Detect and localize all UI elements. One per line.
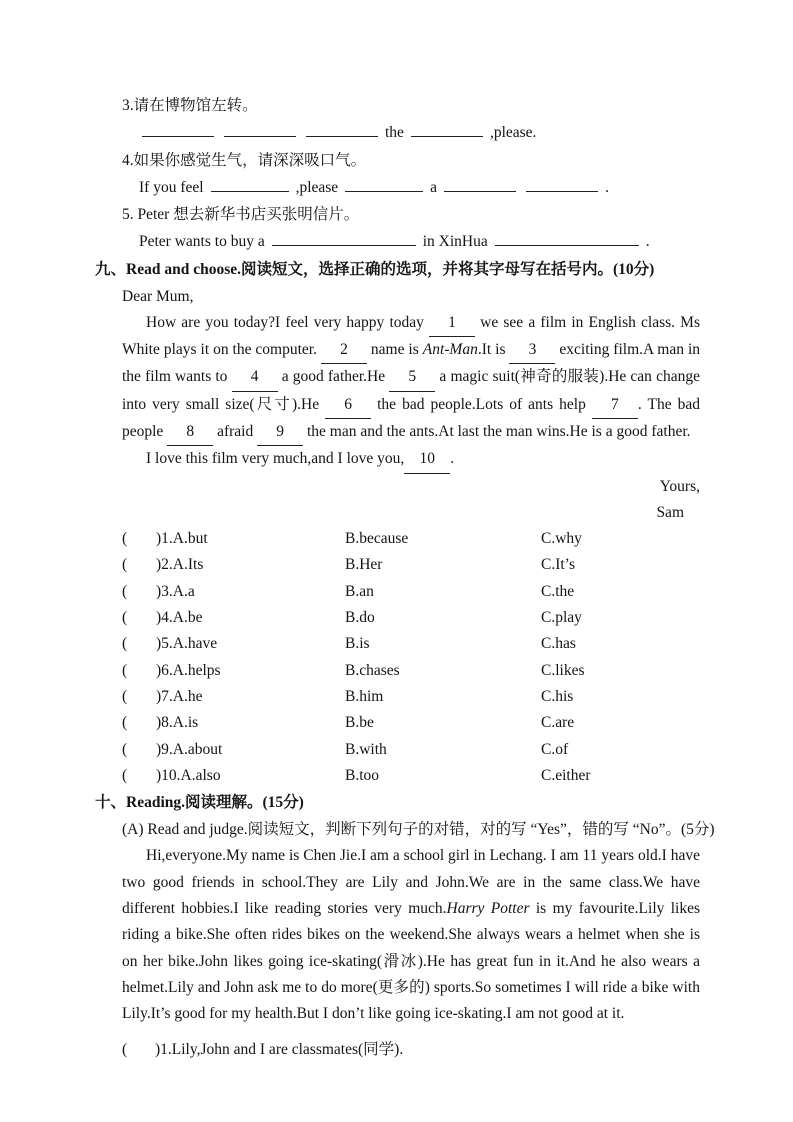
text-run: a good father.He [277,368,390,386]
letter-closing-yours: Yours, [659,477,700,495]
letter-salutation: Dear Mum, [122,287,194,305]
choice-option-a: )6.A.helps [156,661,221,679]
choices-table [122,526,700,789]
choice-option-a: )7.A.he [156,687,203,705]
text-run: .It is [477,341,510,359]
choice-option-c: C.likes [541,661,585,679]
text-run: the man and the ants.At last the man wins.He is a good father. [303,422,691,440]
text-run: is my favourite.Lily likes riding a bike.She often rides bikes on the weekend.She always wears a helmet when she is on her bike.John likes going ice-skating(滑冰).He has great fun in it.And he also wears a helmet.Lily and John ask me to do more(更多的) sports.So sometimes I will ride a bike with Lily.It’s good for my health.But I don’t like going ice-skating.I am not good at it. [122,900,701,1023]
section9-heading-title: Read and choose. [126,260,241,278]
text-run: the [385,124,404,141]
numbered-blank: 7 [592,392,638,419]
section10-heading-title: Reading. [126,794,186,812]
choice-option-a: )10.A.also [156,766,221,784]
judge-question-text: )1.Lily,John and I are classmates(同学). [155,1040,404,1058]
section-10-reading [95,789,715,1063]
blank-line [306,123,378,137]
answer-parenthesis: ( [122,1040,128,1058]
text-run: name is [366,341,423,359]
text-run: exciting film.A man in the film wants to [122,341,701,386]
choice-parenthesis: ( [122,556,128,574]
numbered-blank: 4 [232,364,278,391]
choice-parenthesis: ( [122,714,128,732]
choice-option-c: C.the [541,582,575,600]
text-run: . [605,178,609,196]
chinese-prompt: 4.如果你感觉生气，请深深吸口气。 [122,151,367,169]
text-run: . The bad people [122,395,700,440]
text-run: ,please. [489,124,537,141]
text-run: Hi,everyone.My name is Chen Jie.I am a school girl in Lechang. I am 11 years old.I have two good friends in school.They are Lily and John.We are in the same class.We have different hobbies.I like reading stories very much. [122,847,700,918]
choice-option-b: B.too [345,766,380,784]
choice-option-c: C.of [541,740,569,758]
choice-option-b: B.because [345,530,409,548]
text-run: ,please [295,178,339,196]
choice-option-a: )8.A.is [156,714,199,732]
section10-heading-number: 十、 [95,794,127,812]
italic-title: Harry Potter [446,900,530,918]
reading-passage [122,843,700,1027]
translation-item-4 [95,147,700,202]
blank-line [224,123,296,137]
text-run: If you feel [139,178,204,196]
choice-option-a: )2.A.Its [156,556,204,574]
section9-heading-desc: 阅读短文，选择正确的选项，并将其字母写在括号内。(10分) [241,260,655,278]
section9-heading-number: 九、 [95,260,127,278]
choice-option-b: B.Her [345,556,383,574]
text-run: in XinHua [422,233,488,250]
blank-line [211,178,289,192]
choice-option-c: C.play [541,609,582,627]
choice-option-b: B.chases [345,661,400,679]
choice-option-b: B.him [345,687,384,705]
choice-parenthesis: ( [122,530,128,548]
numbered-blank: 5 [389,364,435,391]
choice-option-a: )5.A.have [156,635,218,653]
blank-line [411,123,483,137]
numbered-blank: 1 [429,310,475,337]
answer-line [137,174,700,202]
choice-option-c: C.It’s [541,556,576,574]
answer-line [137,228,700,256]
choice-option-b: B.do [345,609,375,627]
numbered-blank: 3 [509,337,555,364]
text-run: How are you today?I feel very happy today [146,313,430,331]
choice-option-a: )1.A.but [156,530,208,548]
chinese-prompt: 3.请在博物馆左转。 [122,97,258,114]
choice-parenthesis: ( [122,635,128,653]
choice-option-b: B.is [345,635,370,653]
judge-question-1 [122,1037,700,1063]
choice-option-c: C.either [541,766,591,784]
choice-option-a: )9.A.about [156,740,223,758]
text-run: we see a film in English class. Ms White plays it on the computer. [122,313,700,359]
translation-item-5 [95,201,700,256]
choice-option-a: )3.A.a [156,582,195,600]
choice-parenthesis: ( [122,766,128,784]
answer-line [137,119,700,147]
italic-title: Ant-Man [422,341,478,359]
blank-line [444,178,516,192]
translation-item-3 [95,92,700,147]
numbered-blank: 2 [321,337,367,364]
choice-option-c: C.are [541,714,575,732]
text-run: the bad people.Lots of ants help [371,395,592,413]
numbered-blank: 8 [167,419,213,446]
choice-parenthesis: ( [122,687,128,705]
section10-heading-desc: 阅读理解。(15分) [185,794,304,812]
numbered-blank: 10 [404,446,450,473]
blank-line [345,178,423,192]
choice-parenthesis: ( [122,582,128,600]
choice-option-a: )4.A.be [156,609,203,627]
text-run: afraid [213,422,258,440]
blank-line [526,178,598,192]
choice-option-b: B.with [345,740,387,758]
choice-parenthesis: ( [122,740,128,758]
choice-option-c: C.his [541,687,574,705]
translation-items-section [95,92,700,256]
text-run: . [645,233,650,250]
choice-parenthesis: ( [122,661,128,679]
text-run: . [450,450,455,468]
text-run: Peter wants to buy a [139,233,265,250]
numbered-blank: 6 [325,392,371,419]
blank-line [272,232,416,246]
blank-line [142,123,214,137]
blank-line [495,232,639,246]
cloze-passage [122,310,700,446]
text-run: a [430,178,438,196]
section9-heading [95,256,700,284]
choice-option-b: B.an [345,582,374,600]
numbered-blank: 9 [257,419,303,446]
section-9-read-and-choose [95,256,700,790]
choice-option-c: C.why [541,530,582,548]
letter-signature: Sam [656,503,684,521]
cloze-closing-line [122,446,700,473]
chinese-prompt: 5. Peter 想去新华书店买张明信片。 [122,206,360,223]
choice-option-c: C.has [541,635,576,653]
text-run: I love this film very much,and I love you, [146,450,405,468]
part-a-instructions: (A) Read and judge.阅读短文，判断下列句子的对错，对的写 “Yes”，错的写 “No”。(5分) [122,821,715,839]
text-run: a magic suit(神奇的服装).He can change into very small size(尺寸).He [122,368,700,413]
choice-parenthesis: ( [122,609,128,627]
choice-option-b: B.be [345,714,374,732]
section10-heading [95,789,700,817]
